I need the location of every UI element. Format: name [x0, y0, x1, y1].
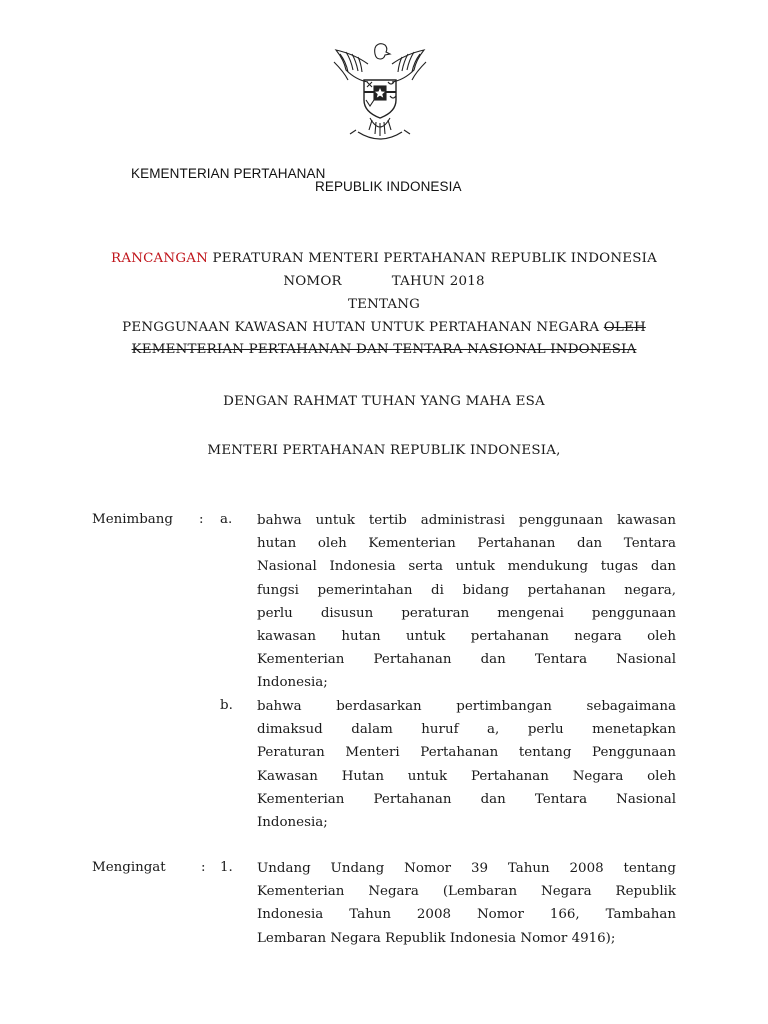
title-rest: PERATURAN MENTERI PERTAHANAN REPUBLIK INDONESIA — [208, 251, 657, 266]
text-line: Indonesia Tahun 2008 Nomor 166, Tambahan — [257, 907, 676, 923]
regulation-number — [0, 274, 768, 289]
text-line: hutan oleh Kementerian Pertahanan dan Tentara — [257, 536, 676, 552]
text-line: bahwa berdasarkan pertimbangan sebagaimana — [257, 699, 676, 714]
regulation-title — [0, 251, 768, 266]
text-line: Nasional Indonesia serta untuk mendukung tugas dan — [257, 559, 676, 575]
garuda-emblem-icon — [328, 40, 432, 146]
menteri-line: MENTERI PERTAHANAN REPUBLIK INDONESIA, — [207, 443, 561, 458]
nomor-label: NOMOR — [283, 274, 342, 289]
text-line: Kementerian Pertahanan dan Tentara Nasional — [257, 652, 676, 668]
menimbang-item-a — [257, 509, 676, 695]
struck-text-2: KEMENTERIAN PERTAHANAN DAN TENTARA NASIONAL INDONESIA — [131, 342, 637, 357]
tahun-label: TAHUN 2018 — [391, 274, 485, 289]
item-a-marker: a. — [220, 512, 233, 527]
text-line: Peraturan Menteri Pertahanan tentang Penggunaan — [257, 745, 676, 761]
regulation-subject — [0, 320, 768, 335]
mengingat-colon: : — [201, 860, 206, 875]
text-line: Kementerian Negara (Lembaran Negara Republik — [257, 884, 676, 900]
text-line: Kementerian Pertahanan dan Tentara Nasional — [257, 791, 676, 807]
org-name-line1: KEMENTERIAN PERTAHANAN — [131, 166, 326, 181]
struck-text-1: OLEH — [603, 320, 646, 335]
org-name-line2: REPUBLIK INDONESIA — [315, 179, 462, 194]
text-line: Kawasan Hutan untuk Pertahanan Negara oleh — [257, 768, 676, 784]
item-b-marker: b. — [220, 698, 233, 713]
text-line: Indonesia; — [257, 675, 328, 691]
subject-text: PENGGUNAAN KAWASAN HUTAN UNTUK PERTAHANAN NEGARA — [122, 320, 604, 335]
text-line: kawasan hutan untuk pertahanan negara oleh — [257, 629, 676, 645]
text-line: bahwa untuk tertib administrasi penggunaan kawasan — [257, 513, 676, 528]
mengingat-item-1 — [257, 857, 676, 950]
tentang-label: TENTANG — [347, 297, 421, 312]
text-line: fungsi pemerintahan di bidang pertahanan negara, — [257, 582, 676, 598]
text-line: Lembaran Negara Republik Indonesia Nomor 4916); — [257, 930, 616, 946]
menimbang-colon: : — [199, 512, 204, 527]
item-1-marker: 1. — [220, 860, 233, 875]
menimbang-item-b — [257, 695, 676, 834]
draft-label: RANCANGAN — [111, 251, 209, 266]
text-line: perlu disusun peraturan mengenai penggunaan — [257, 605, 676, 621]
mengingat-label: Mengingat — [92, 860, 166, 875]
text-line: Undang Undang Nomor 39 Tahun 2008 tentang — [257, 861, 676, 876]
menimbang-label: Menimbang — [92, 512, 173, 527]
text-line: dimaksud dalam huruf a, perlu menetapkan — [257, 722, 676, 738]
text-line: Indonesia; — [257, 815, 328, 831]
rahmat-line: DENGAN RAHMAT TUHAN YANG MAHA ESA — [223, 394, 545, 409]
